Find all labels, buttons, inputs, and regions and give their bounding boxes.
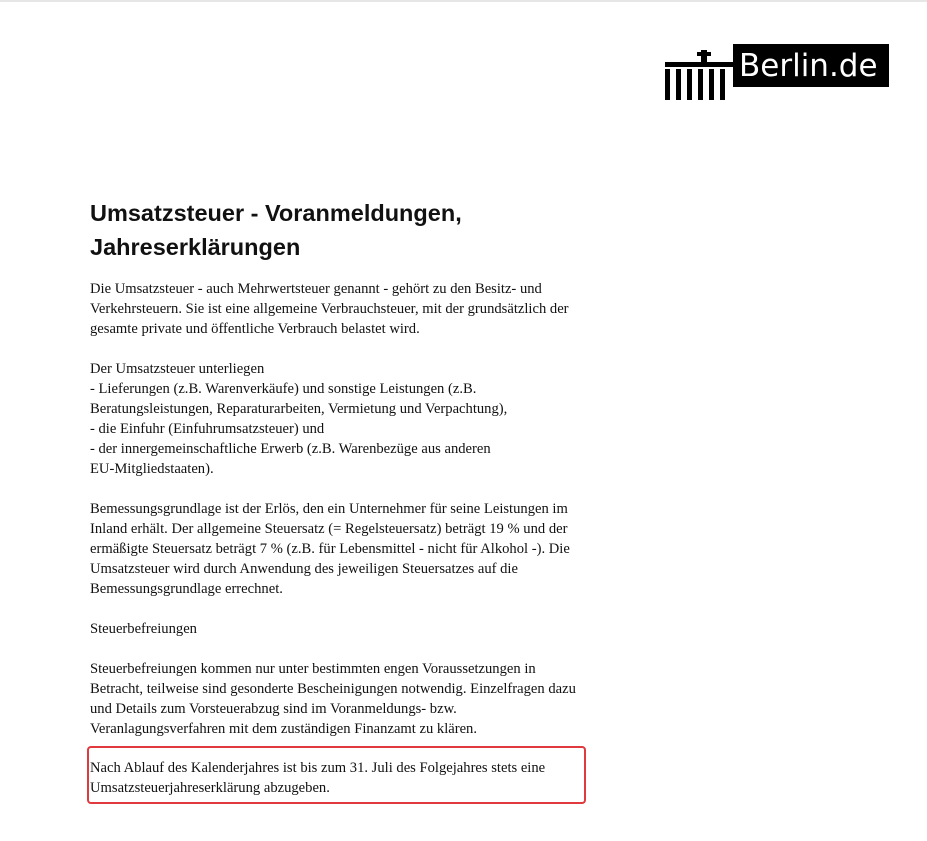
article-body — [90, 279, 650, 759]
berlin-de-logo[interactable] — [665, 44, 889, 100]
text-line: - die Einfuhr (Einfuhrumsatzsteuer) und — [90, 421, 325, 437]
paragraph-intro — [90, 279, 650, 339]
text-line: Der Umsatzsteuer unterliegen — [90, 361, 265, 377]
text-line: gesamte private und öffentliche Verbrauch belastet wird. — [90, 321, 420, 337]
text-line: Steuerbefreiungen — [90, 621, 197, 637]
text-line: Inland erhält. Der allgemeine Steuersatz (= Regelsteuersatz) beträgt 19 % und der — [90, 521, 568, 537]
text-line: Umsatzsteuerjahreserklärung abzugeben. — [90, 780, 330, 796]
paragraph-assessment — [90, 499, 650, 599]
text-line: - der innergemeinschaftliche Erwerb (z.B. Warenbezüge aus anderen — [90, 441, 491, 457]
text-line: Die Umsatzsteuer - auch Mehrwertsteuer genannt - gehört zu den Besitz- und — [90, 281, 542, 297]
title-line-2: Jahreserklärungen — [90, 234, 301, 260]
text-line: Betracht, teilweise sind gesonderte Bescheinigungen notwendig. Einzelfragen dazu — [90, 681, 576, 697]
text-line: - Lieferungen (z.B. Warenverkäufe) und sonstige Leistungen (z.B. — [90, 381, 477, 397]
text-line: EU-Mitgliedstaaten). — [90, 461, 214, 477]
text-line: Nach Ablauf des Kalenderjahres ist bis zum 31. Juli des Folgejahres stets eine — [90, 760, 546, 776]
text-line: Bemessungsgrundlage ist der Erlös, den ein Unternehmer für seine Leistungen im — [90, 501, 568, 517]
paragraph-exemptions — [90, 659, 650, 739]
paragraph-exemptions-heading — [90, 619, 650, 639]
page-title — [90, 196, 650, 264]
title-line-1: Umsatzsteuer - Voranmeldungen, — [90, 200, 462, 226]
text-line: ermäßigte Steuersatz beträgt 7 % (z.B. für Lebensmittel - nicht für Alkohol -). Die — [90, 541, 570, 557]
paragraph-subject — [90, 359, 650, 479]
text-line: Verkehrsteuern. Sie ist eine allgemeine Verbrauchsteuer, mit der grundsätzlich der — [90, 301, 569, 317]
brandenburg-gate-icon — [665, 50, 733, 100]
text-line: Bemessungsgrundlage errechnet. — [90, 581, 283, 597]
text-line: Steuerbefreiungen kommen nur unter bestimmten engen Voraussetzungen in — [90, 661, 536, 677]
page-top-edge — [0, 0, 927, 2]
text-line: und Details zum Vorsteuerabzug sind im Voranmeldungs- bzw. — [90, 701, 457, 717]
text-line: Beratungsleistungen, Reparaturarbeiten, Vermietung und Verpachtung), — [90, 401, 508, 417]
text-line: Umsatzsteuer wird durch Anwendung des jeweiligen Steuersatzes auf die — [90, 561, 518, 577]
paragraph-annual-declaration — [90, 758, 610, 798]
text-line: Veranlagungsverfahren mit dem zuständigen Finanzamt zu klären. — [90, 721, 478, 737]
logo-text: Berlin.de — [739, 48, 878, 84]
